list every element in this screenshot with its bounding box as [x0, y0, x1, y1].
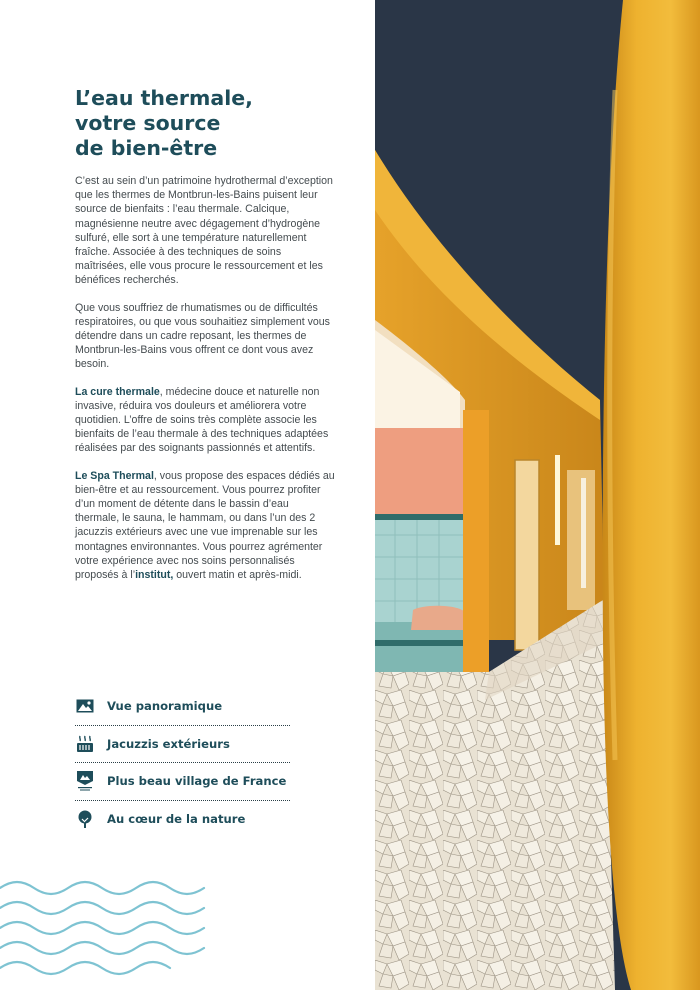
spa-text: , vous propose des espaces dédiés au bien-être et au ressourcement. Vous pourrez profiter d’un moment de détente dans le bassin d’eau thermale, le sauna, le hammam, ou dans l’un des 2 jacuzzis extérieurs avec une vue imprenable sur les montagnes environnantes. Vous pourrez agrémenter votre expérience avec nos soins personnalisés proposés à l’	[75, 469, 335, 582]
feature-item	[75, 688, 290, 726]
wave-decoration	[0, 880, 210, 990]
feature-list	[75, 688, 290, 838]
paragraph-spa	[75, 469, 335, 583]
institut-word: institut,	[135, 569, 174, 582]
paragraph-cure	[75, 385, 335, 456]
title-line-3: de bien-être	[75, 136, 218, 160]
feature-item	[75, 763, 290, 801]
feature-item	[75, 726, 290, 764]
panorama-icon	[75, 696, 95, 716]
page-title	[75, 86, 335, 161]
feature-label: Au cœur de la nature	[107, 812, 246, 827]
spa-heading: Le Spa Thermal	[75, 469, 154, 482]
village-badge-icon	[75, 771, 95, 791]
cure-heading: La cure thermale	[75, 385, 160, 398]
feature-label: Plus beau village de France	[107, 774, 287, 789]
feature-label: Vue panoramique	[107, 699, 223, 714]
paragraph-needs: Que vous souffriez de rhumatismes ou de difficultés respiratoires, ou que vous souhaitiez simplement vous détendre dans un cadre reposant, les thermes de Montbrun-les-Bains vous offrent ce dont vous avez besoin.	[75, 301, 330, 371]
tree-icon	[75, 809, 95, 829]
feature-label: Jacuzzis extérieurs	[107, 736, 230, 751]
feature-item	[75, 801, 290, 839]
cure-text: , médecine douce et naturelle non invasive, réduira vos douleurs et améliorera votre quotidien. L’offre de soins très complète associe les bienfaits de l’eau thermale à des techniques adaptées réalisées par des soignants passionnés et attentifs.	[75, 385, 329, 455]
paragraph-intro: C’est au sein d’un patrimoine hydrothermal d’exception que les thermes de Montbrun-les-Bains puisent leur source de bienfaits : l’eau thermale. Calcique, magnésienne neutre avec dégagement d’hydrogène sulfuré, elle sort à une température naturellement fraîche. Associée à des techniques de soins maîtrisées, elle vous procure le ressourcement et les bénéfices recherchés.	[75, 175, 333, 287]
spa-corridor-photo	[375, 0, 700, 990]
body-text	[75, 174, 335, 595]
spa-text-end: ouvert matin et après-midi.	[173, 569, 302, 582]
title-line-1: L’eau thermale,	[75, 86, 253, 110]
jacuzzi-icon	[75, 734, 95, 754]
title-line-2: votre source	[75, 111, 221, 135]
